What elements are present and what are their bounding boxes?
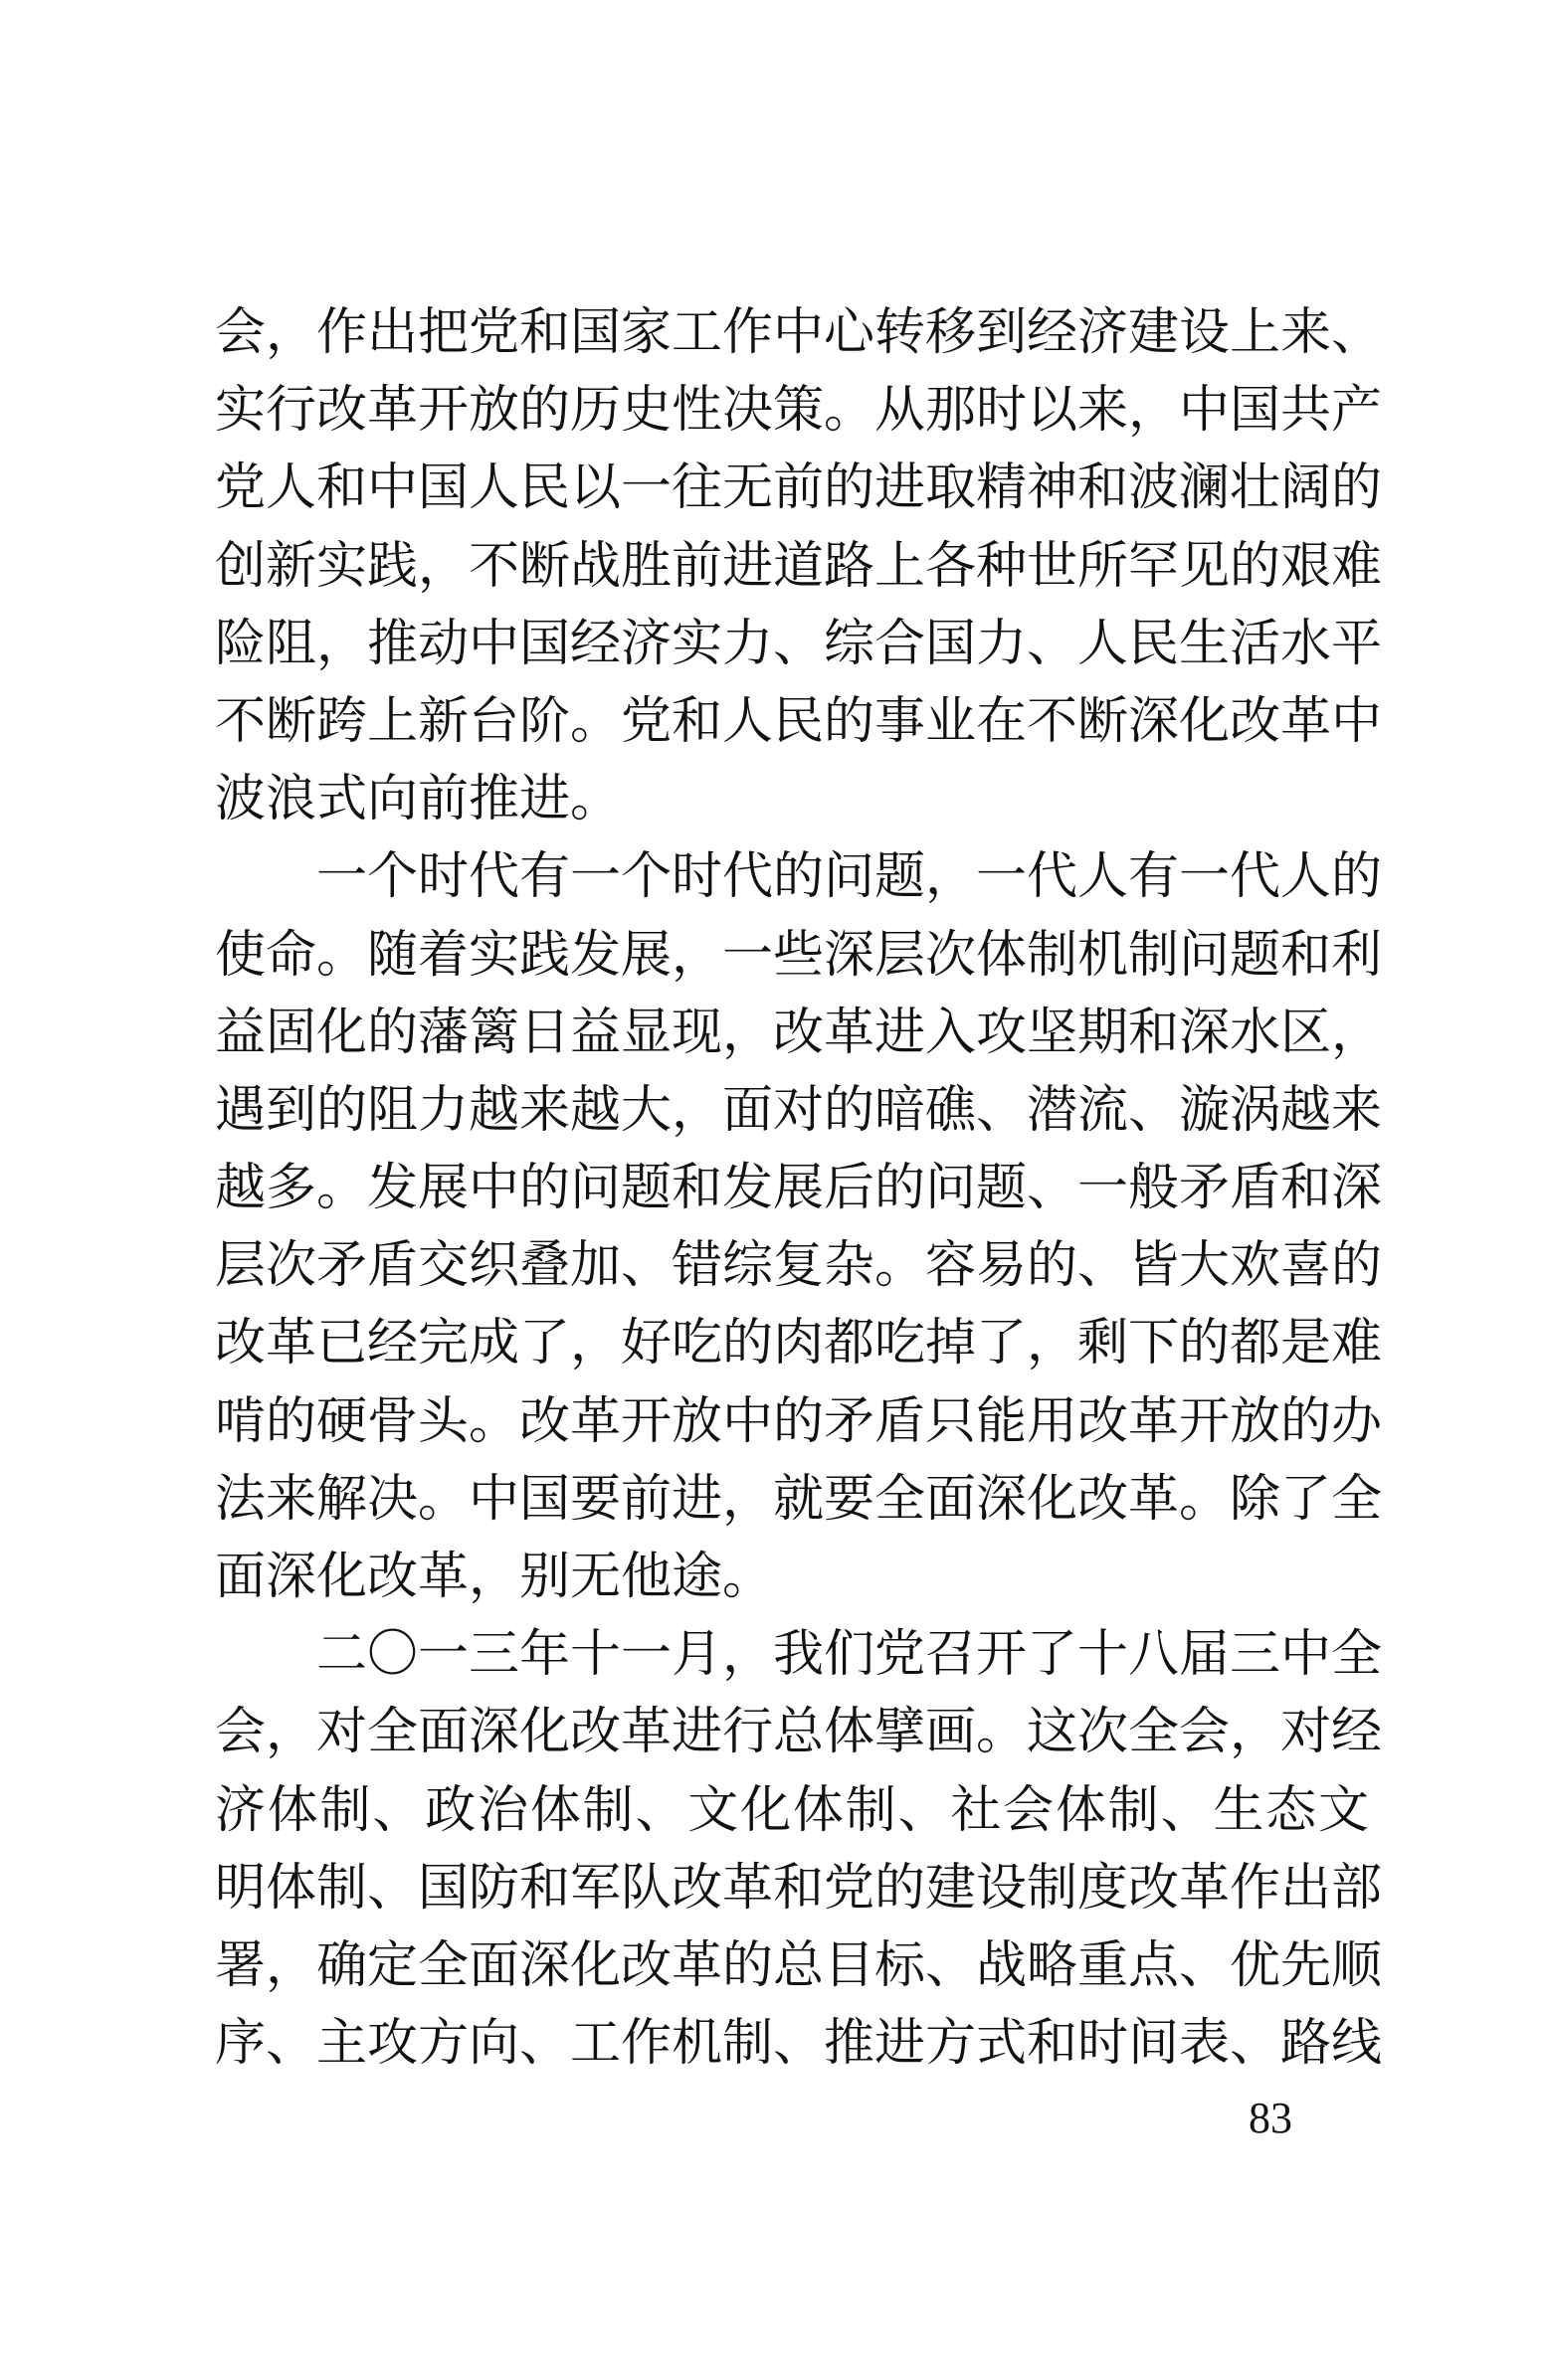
text-line: 会，对全面深化改革进行总体擘画。这次全会，对经 — [215, 1703, 1383, 1762]
text-line: 险阻，推动中国经济实力、综合国力、人民生活水平 — [215, 614, 1383, 673]
body-text — [215, 294, 1383, 2083]
text-line: 明体制、国防和军队改革和党的建设制度改革作出部 — [215, 1858, 1383, 1918]
text-line: 层次矛盾交织叠加、错综复杂。容易的、皆大欢喜的 — [215, 1236, 1383, 1296]
text-line-paragraph-end: 面深化改革，别无他途。 — [215, 1548, 774, 1606]
text-line: 越多。发展中的问题和发展后的问题、一般矛盾和深 — [215, 1159, 1383, 1218]
text-line: 啃的硬骨头。改革开放中的矛盾只能用改革开放的办 — [215, 1391, 1383, 1451]
page-number: 83 — [1249, 2094, 1292, 2142]
text-line: 法来解决。中国要前进，就要全面深化改革。除了全 — [215, 1469, 1383, 1529]
text-line: 序、主攻方向、工作机制、推进方式和时间表、路线 — [215, 2014, 1383, 2074]
text-line: 实行改革开放的历史性决策。从那时以来，中国共产 — [215, 381, 1383, 441]
text-line: 遇到的阻力越来越大，面对的暗礁、潜流、漩涡越来 — [215, 1080, 1383, 1140]
text-line-paragraph-start: 一个时代有一个时代的问题，一代人有一代人的 — [215, 847, 1383, 907]
text-line: 党人和中国人民以一往无前的进取精神和波澜壮阔的 — [215, 458, 1383, 518]
text-line: 会，作出把党和国家工作中心转移到经济建设上来、 — [215, 303, 1383, 362]
text-line: 济体制、政治体制、文化体制、社会体制、生态文 — [215, 1780, 1369, 1840]
text-line: 署，确定全面深化改革的总目标、战略重点、优先顺 — [215, 1935, 1383, 1995]
text-line-paragraph-start: 二〇一三年十一月，我们党召开了十八届三中全 — [215, 1625, 1383, 1685]
text-line-paragraph-end: 波浪式向前推进。 — [215, 770, 622, 829]
text-line: 益固化的藩篱日益显现，改革进入攻坚期和深水区， — [215, 1003, 1383, 1062]
text-line: 不断跨上新台阶。党和人民的事业在不断深化改革中 — [215, 691, 1383, 751]
text-line: 改革已经完成了，好吃的肉都吃掉了，剩下的都是难 — [215, 1314, 1383, 1373]
text-line: 使命。随着实践发展，一些深层次体制机制问题和利 — [215, 925, 1383, 985]
text-line: 创新实践，不断战胜前进道路上各种世所罕见的艰难 — [215, 536, 1383, 596]
